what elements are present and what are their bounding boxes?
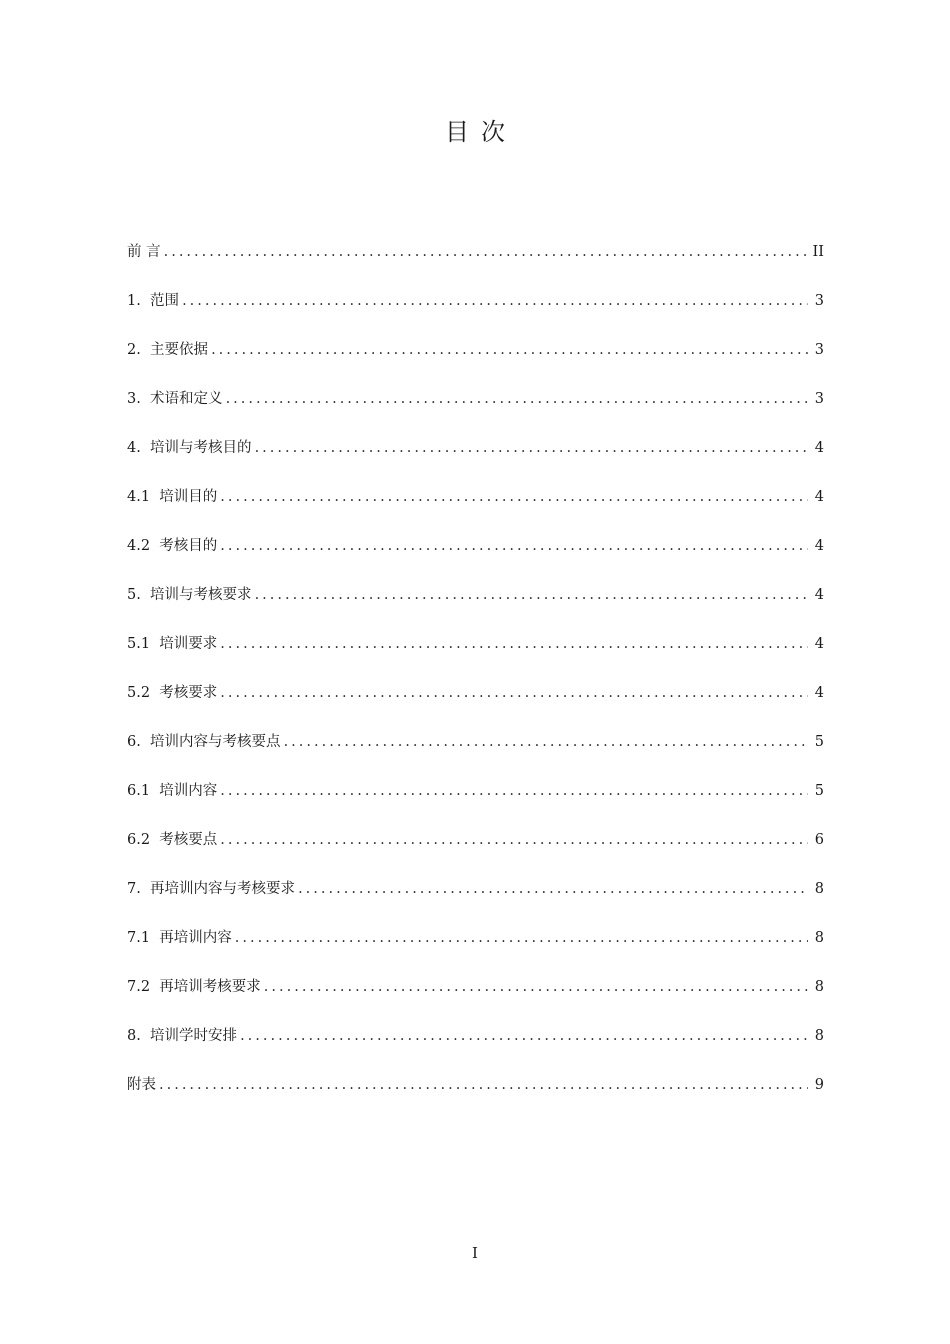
toc-entry-5-1[interactable] (127, 612, 824, 661)
toc-entry-page: 4 (814, 636, 824, 652)
toc-dot-leader (264, 978, 808, 996)
toc-entry-label: 5. 培训与考核要求 (127, 587, 252, 603)
toc-entry-label: 7. 再培训内容与考核要求 (127, 881, 296, 897)
toc-entry-3[interactable] (127, 367, 824, 416)
toc-entry-8[interactable] (127, 1004, 824, 1053)
toc-entry-page: 9 (814, 1077, 824, 1093)
toc-entry-page: 8 (814, 881, 824, 897)
toc-entry-1[interactable] (127, 269, 824, 318)
toc-entry-page: 4 (814, 685, 824, 701)
toc-entry-label: 6.1 培训内容 (127, 783, 218, 799)
toc-dot-leader (240, 1027, 808, 1045)
toc-entry-7-1[interactable] (127, 906, 824, 955)
toc-dot-leader (220, 537, 808, 555)
toc-dot-leader (159, 1076, 808, 1094)
toc-entry-6[interactable] (127, 710, 824, 759)
toc-dot-leader (255, 586, 808, 604)
toc-entry-6-1[interactable] (127, 759, 824, 808)
toc-entry-6-2[interactable] (127, 808, 824, 857)
toc-dot-leader (255, 439, 808, 457)
toc-dot-leader (211, 341, 808, 359)
toc-entry-page: 6 (814, 832, 824, 848)
toc-entry-7[interactable] (127, 857, 824, 906)
toc-entry-7-2[interactable] (127, 955, 824, 1004)
toc-entry-label: 7.1 再培训内容 (127, 930, 232, 946)
toc-entry-4-1[interactable] (127, 465, 824, 514)
toc-entry-label: 7.2 再培训考核要求 (127, 979, 261, 995)
toc-entry-label: 2. 主要依据 (127, 342, 209, 358)
toc-entry-2[interactable] (127, 318, 824, 367)
toc-entry-label: 5.2 考核要求 (127, 685, 218, 701)
toc-entry-page: 8 (814, 979, 824, 995)
toc-dot-leader (298, 880, 808, 898)
toc-entry-label: 附表 (127, 1077, 156, 1093)
toc-dot-leader (182, 292, 808, 310)
toc-dot-leader (220, 488, 808, 506)
toc-entry-page: 3 (814, 391, 824, 407)
toc-entry-page: 8 (814, 1028, 824, 1044)
toc-entry-preface[interactable] (127, 220, 824, 269)
toc-entry-label: 6. 培训内容与考核要点 (127, 734, 281, 750)
toc-entry-5-2[interactable] (127, 661, 824, 710)
toc-entry-label: 4.1 培训目的 (127, 489, 218, 505)
toc-entry-page: 5 (814, 783, 824, 799)
toc-entry-5[interactable] (127, 563, 824, 612)
toc-entry-page: 8 (814, 930, 824, 946)
toc-dot-leader (164, 243, 808, 261)
toc-entry-label: 6.2 考核要点 (127, 832, 218, 848)
toc-entry-label: 8. 培训学时安排 (127, 1028, 238, 1044)
toc-dot-leader (226, 390, 808, 408)
toc-entry-page: 3 (814, 342, 824, 358)
toc-entry-4[interactable] (127, 416, 824, 465)
toc-entry-label: 4.2 考核目的 (127, 538, 218, 554)
toc-entry-page: 4 (814, 587, 824, 603)
toc-dot-leader (220, 831, 808, 849)
toc-entry-appendix[interactable] (127, 1053, 824, 1102)
toc-entry-label: 5.1 培训要求 (127, 636, 218, 652)
toc-dot-leader (284, 733, 808, 751)
toc-entry-page: 5 (814, 734, 824, 750)
toc-dot-leader (220, 782, 808, 800)
toc-entry-page: 4 (814, 489, 824, 505)
toc-dot-leader (235, 929, 808, 947)
toc-entry-page: 4 (814, 538, 824, 554)
toc-dot-leader (220, 635, 808, 653)
toc-entry-page: II (812, 244, 824, 260)
toc-entry-4-2[interactable] (127, 514, 824, 563)
toc-title: 目次 (445, 118, 517, 146)
table-of-contents (127, 220, 824, 1102)
page-number: I (472, 1244, 478, 1262)
toc-entry-label: 1. 范围 (127, 293, 180, 309)
toc-entry-label: 前 言 (127, 244, 161, 260)
toc-dot-leader (220, 684, 808, 702)
toc-entry-label: 3. 术语和定义 (127, 391, 223, 407)
toc-entry-page: 4 (814, 440, 824, 456)
toc-entry-page: 3 (814, 293, 824, 309)
toc-entry-label: 4. 培训与考核目的 (127, 440, 252, 456)
